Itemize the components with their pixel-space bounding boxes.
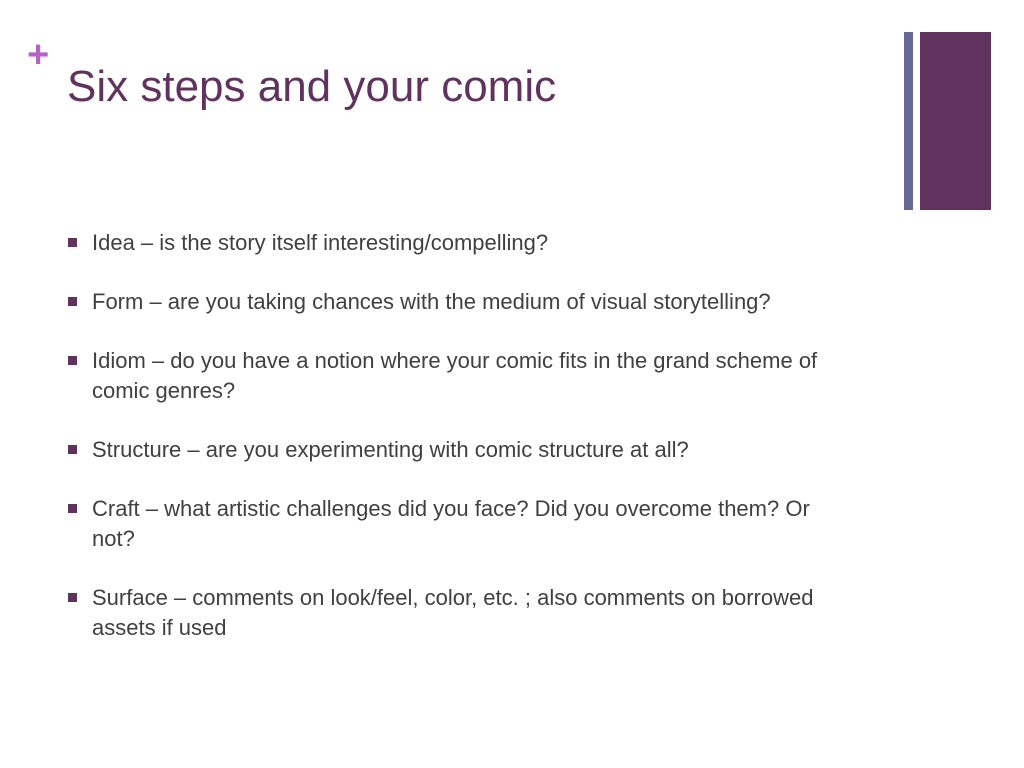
- bullet-list: [68, 228, 838, 672]
- bullet-item-surface: [68, 583, 838, 643]
- bullet-item-form: [68, 287, 838, 317]
- plus-icon: +: [27, 34, 50, 76]
- square-bullet-icon: [68, 356, 77, 365]
- square-bullet-icon: [68, 504, 77, 513]
- decorative-bar-thin: [904, 32, 913, 210]
- square-bullet-icon: [68, 445, 77, 454]
- square-bullet-icon: [68, 297, 77, 306]
- bullet-text: Structure – are you experimenting with comic structure at all?: [92, 437, 689, 462]
- bullet-text: Idea – is the story itself interesting/compelling?: [92, 230, 549, 255]
- bullet-item-idea: [68, 228, 838, 258]
- decorative-bar-wide: [920, 32, 991, 210]
- square-bullet-icon: [68, 593, 77, 602]
- bullet-text: Form – are you taking chances with the medium of visual storytelling?: [92, 289, 771, 314]
- bullet-text: Idiom – do you have a notion where your comic fits in the grand scheme of comic genres?: [92, 348, 818, 403]
- square-bullet-icon: [68, 238, 77, 247]
- bullet-text: Surface – comments on look/feel, color, etc. ; also comments on borrowed assets if used: [92, 585, 814, 640]
- bullet-text: Craft – what artistic challenges did you face? Did you overcome them? Or not?: [92, 496, 810, 551]
- bullet-item-structure: [68, 435, 838, 465]
- slide-title: Six steps and your comic: [67, 62, 557, 111]
- bullet-item-idiom: [68, 346, 838, 406]
- bullet-item-craft: [68, 494, 838, 554]
